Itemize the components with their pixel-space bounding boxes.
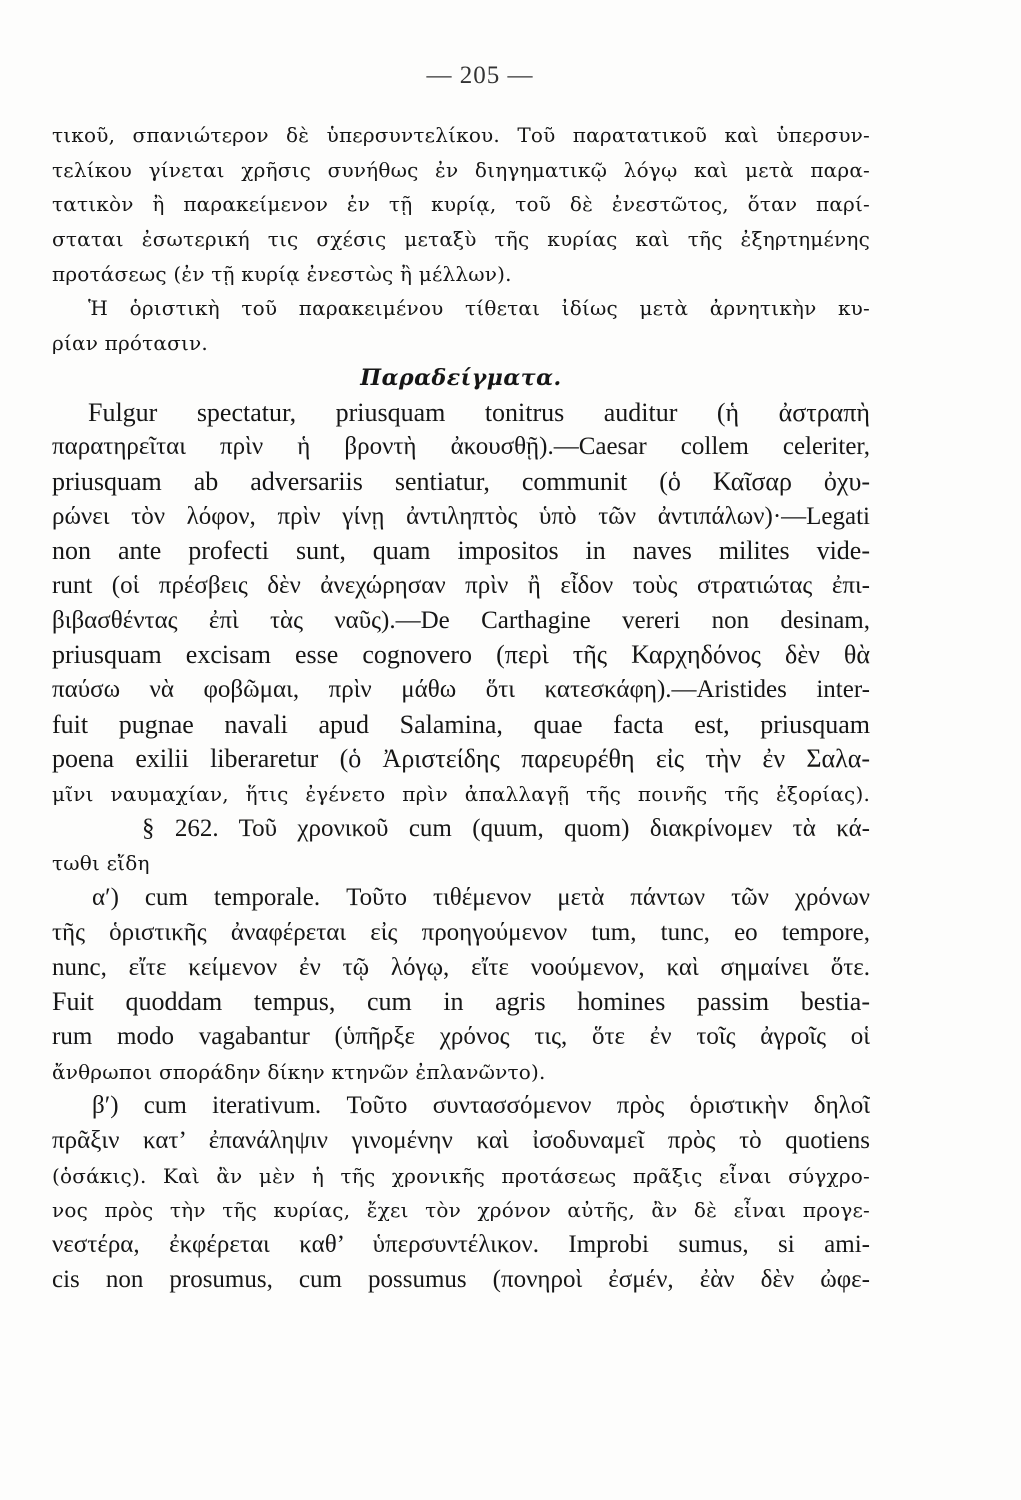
text-line: non ante profecti sunt, quam impositos in naves milites vide- bbox=[52, 536, 870, 566]
text-line: β′) cum iterativum. Τοῦτο συντασσόμενον πρὸς ὁριστικὴν δηλοῖ bbox=[92, 1092, 870, 1120]
page-number: — 205 — bbox=[426, 62, 534, 89]
text-line: priusquam ab adversariis sentiatur, communit (ὁ Καῖσαρ ὀχυ- bbox=[52, 466, 870, 496]
text-line: τελίκου γίνεται χρῆσις συνήθως ἐν διηγηματικῷ λόγῳ καὶ μετὰ παρα- bbox=[52, 157, 870, 182]
text-line: τῆς ὁριστικῆς ἀναφέρεται εἰς προηγούμενον tum, tunc, eo tempore, bbox=[52, 918, 870, 946]
text-line: τικοῦ, σπανιώτερον δὲ ὑπερσυντελίκου. Τοῦ παρατατικοῦ καὶ ὑπερσυν- bbox=[52, 123, 870, 147]
text-line: Fulgur spectatur, priusquam tonitrus auditur (ἡ ἀστραπὴ bbox=[88, 397, 870, 427]
text-line: σταται ἐσωτερική τις σχέσις μεταξὺ τῆς κυρίας καὶ τῆς ἐξηρτημένης bbox=[52, 227, 870, 252]
text-line: ρώνει τὸν λόφον, πρὶν γίνῃ ἀντιληπτὸς ὑπὸ τῶν ἀντιπάλων)·—Legati bbox=[52, 502, 870, 530]
text-line: fuit pugnae navali apud Salamina, quae facta est, priusquam bbox=[52, 709, 870, 739]
text-line: α′) cum temporale. Τοῦτο τιθέμενον μετὰ πάντων τῶν χρόνων bbox=[92, 884, 870, 912]
text-line: ρίαν πρότασιν. bbox=[52, 331, 208, 356]
text-line: (ὁσάκις). Καὶ ἂν μὲν ἡ τῆς χρονικῆς προτάσεως πρᾶξις εἶναι σύγχρο- bbox=[52, 1163, 870, 1188]
text-line: cis non prosumus, cum possumus (πονηροὶ ἐσμέν, ἐὰν δὲν ὠφε- bbox=[52, 1265, 870, 1293]
section-heading: Παραδείγματα. bbox=[360, 364, 562, 391]
text-line: § 262. Τοῦ χρονικοῦ cum (quum, quom) διακρίνομεν τὰ κά- bbox=[142, 814, 870, 842]
text-line: προτάσεως (ἐν τῇ κυρίᾳ ἐνεστὼς ἢ μέλλων). bbox=[52, 261, 512, 286]
body-text bbox=[52, 118, 870, 1297]
text-line: μῖνι ναυμαχίαν, ἥτις ἐγένετο πρὶν ἀπαλλαγῇ τῆς ποινῆς τῆς ἐξορίας). bbox=[52, 782, 870, 807]
text-line: πρᾶξιν κατ’ ἐπανάληψιν γινομένην καὶ ἰσοδυναμεῖ πρὸς τὸ quotiens bbox=[52, 1126, 870, 1154]
text-line: runt (οἱ πρέσβεις δὲν ἀνεχώρησαν πρὶν ἢ εἶδον τοὺς στρατιώτας ἐπι- bbox=[52, 571, 870, 599]
text-line: Ἡ ὁριστικὴ τοῦ παρακειμένου τίθεται ἰδίως μετὰ ἀρνητικὴν κυ- bbox=[88, 296, 870, 321]
text-line: νεστέρα, ἐκφέρεται καθ’ ὑπερσυντέλικον. Improbi sumus, si ami- bbox=[52, 1231, 870, 1258]
text-line: nunc, εἴτε κείμενον ἐν τῷ λόγῳ, εἴτε νοούμενον, καὶ σημαίνει ὅτε. bbox=[52, 953, 870, 981]
text-line: βιβασθέντας ἐπὶ τὰς ναῦς).—De Carthagine vereri non desinam, bbox=[52, 606, 870, 634]
text-line: poena exilii liberaretur (ὁ Ἀριστείδης παρευρέθη εἰς τὴν ἐν Σαλα- bbox=[52, 744, 870, 774]
text-line: ἄνθρωποι σποράδην δίκην κτηνῶν ἐπλανῶντο). bbox=[52, 1059, 546, 1084]
text-line: τωθι εἴδη bbox=[52, 851, 150, 876]
text-line: παρατηρεῖται πρὶν ἡ βροντὴ ἀκουσθῇ).—Caesar collem celeriter, bbox=[52, 433, 870, 461]
text-line: priusquam excisam esse cognovero (περὶ τῆς Καρχηδόνος δὲν θὰ bbox=[52, 640, 870, 670]
text-line: Fuit quoddam tempus, cum in agris homines passim bestia- bbox=[52, 987, 870, 1017]
text-line: παύσω νὰ φοβῶμαι, πρὶν μάθω ὅτι κατεσκάφη).—Aristides inter- bbox=[52, 676, 870, 703]
text-line: τατικὸν ἢ παρακείμενον ἐν τῇ κυρίᾳ, τοῦ δὲ ἐνεστῶτος, ὅταν παρί- bbox=[52, 192, 870, 217]
text-line: rum modo vagabantur (ὑπῆρξε χρόνος τις, ὅτε ἐν τοῖς ἀγροῖς οἱ bbox=[52, 1022, 870, 1050]
text-line: νος πρὸς τὴν τῆς κυρίας, ἔχει τὸν χρόνον αὐτῆς, ἂν δὲ εἶναι προγε- bbox=[52, 1198, 870, 1223]
